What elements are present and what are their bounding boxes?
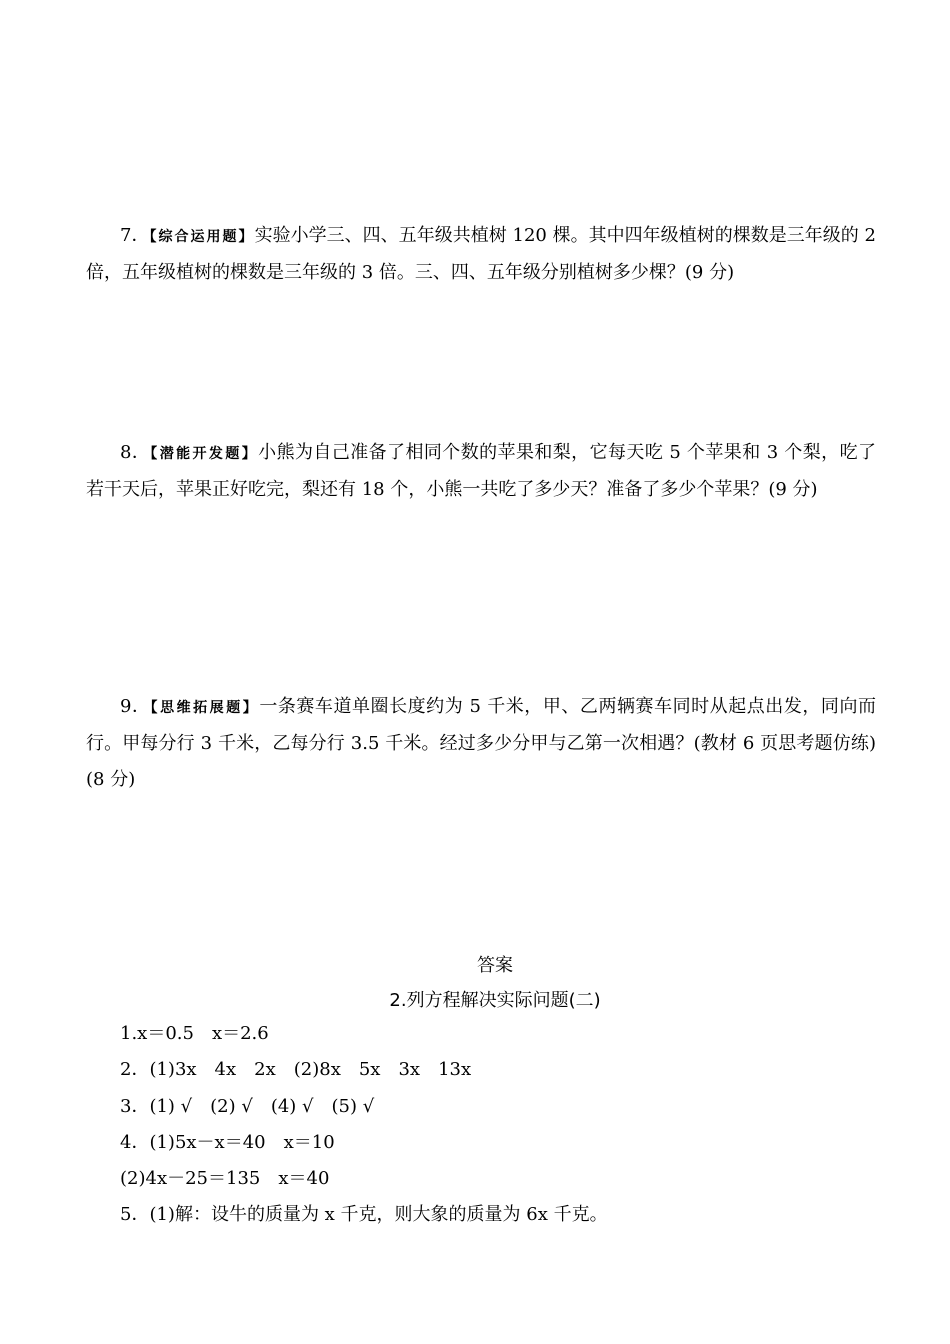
answer-subheading: 2.列方程解决实际问题(二) xyxy=(389,990,601,1011)
answer-line-3: 3．(1) √ (2) √ (4) √ (5) √ xyxy=(120,1096,375,1117)
question-tag: 【综合运用题】 xyxy=(149,229,255,245)
question-7 xyxy=(86,218,876,291)
answer-heading: 答案 xyxy=(477,955,513,976)
question-8 xyxy=(86,435,876,508)
question-number: 7． xyxy=(120,225,150,246)
question-number: 8． xyxy=(120,442,151,463)
answer-line-2: 2．(1)3x 4x 2x (2)8x 5x 3x 13x xyxy=(120,1059,472,1080)
question-tag: 【思维拓展题】 xyxy=(150,700,260,716)
answer-line-4: 4．(1)5x－x＝40 x＝10 xyxy=(120,1132,335,1153)
question-number: 9． xyxy=(120,696,151,717)
answer-line-5: 5．(1)解：设牛的质量为 x 千克，则大象的质量为 6x 千克。 xyxy=(120,1204,608,1225)
question-text: 一条赛车道单圈长度约为 5 千米，甲、乙两辆赛车同时从起点出发，同向而行。甲每分行 3 千米，乙每分行 3.5 千米。经过多少分甲与乙第一次相遇？(教材 6 页思考题仿练)(8 分) xyxy=(86,696,876,790)
answer-line-1: 1.x＝0.5 x＝2.6 xyxy=(120,1023,269,1044)
question-text: 小熊为自己准备了相同个数的苹果和梨，它每天吃 5 个苹果和 3 个梨，吃了若干天后，苹果正好吃完，梨还有 18 个，小熊一共吃了多少天？准备了多少个苹果？(9 分) xyxy=(86,442,876,500)
answer-line-4-part-2: (2)4x－25＝135 x＝40 xyxy=(120,1168,330,1189)
question-9 xyxy=(86,689,876,798)
question-text: 实验小学三、四、五年级共植树 120 棵。其中四年级植树的棵数是三年级的 2 倍，五年级植树的棵数是三年级的 3 倍。三、四、五年级分别植树多少棵？(9 分) xyxy=(86,225,876,283)
question-tag: 【潜能开发题】 xyxy=(150,446,259,462)
